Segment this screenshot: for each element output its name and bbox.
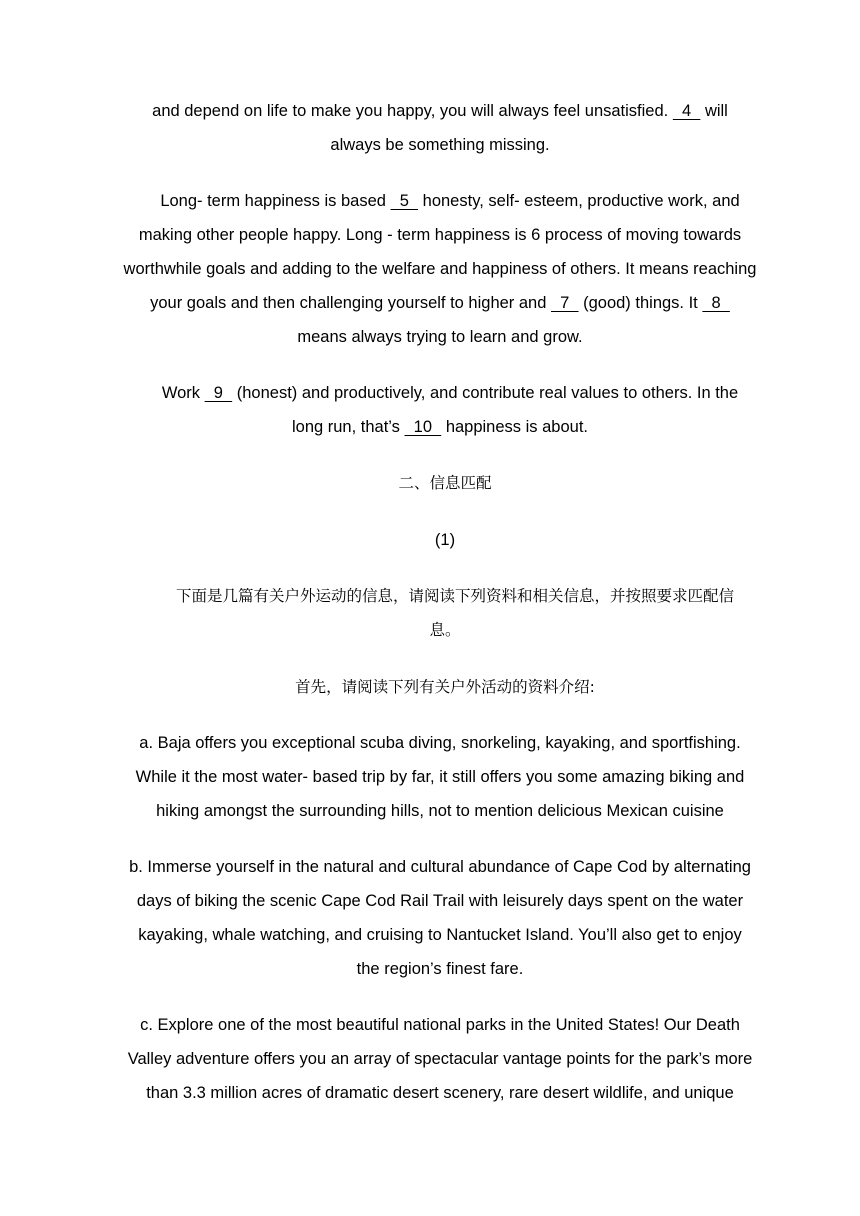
item-b-line: the region’s finest fare. — [356, 960, 524, 978]
instruction-text: 下面是几篇有关户外运动的信息，请阅读下列资料和相关信息，并按照要求匹配信 — [175, 587, 734, 605]
passage-line — [60, 225, 820, 245]
item-b-line: b. Immerse yourself in the natural and cultural abundance of Cape Cod by alternating — [129, 858, 751, 876]
item-c-line: c. Explore one of the most beautiful national parks in the United States! Our Death — [140, 1016, 740, 1034]
passage-text: and depend on life to make you happy, you will always feel unsatisfied. — [152, 102, 669, 120]
item-a-line: a. Baja offers you exceptional scuba diving, snorkeling, kayaking, and sportfishing. — [139, 734, 741, 752]
passage-text: honesty, self- esteem, productive work, and — [422, 192, 740, 210]
passage-line — [70, 383, 830, 403]
passage-text: always be something missing. — [330, 136, 550, 154]
answer-blank-5[interactable]: 5 — [390, 192, 419, 210]
section-number: (1) — [434, 531, 456, 549]
answer-blank-10[interactable]: 10 — [404, 418, 442, 436]
item-a-line: While it the most water- based trip by far, it still offers you some amazing biking and — [135, 768, 745, 786]
item-c-line: than 3.3 million acres of dramatic desert scenery, rare desert wildlife, and unique — [146, 1084, 734, 1102]
passage-line — [60, 259, 820, 279]
answer-blank-8[interactable]: 8 — [702, 294, 730, 312]
passage-text: worthwhile goals and adding to the welfare and happiness of others. It means reaching — [123, 260, 757, 278]
passage-text: Long- term happiness is based — [160, 192, 386, 210]
passage-line — [60, 135, 820, 155]
item-a-line: hiking amongst the surrounding hills, not to mention delicious Mexican cuisine — [156, 802, 724, 820]
passage-text: (good) things. It — [583, 294, 698, 312]
instruction-text: 息。 — [429, 621, 461, 639]
answer-blank-7[interactable]: 7 — [551, 294, 579, 312]
passage-text: happiness is about. — [445, 418, 588, 436]
passage-line — [60, 293, 820, 313]
passage-line — [60, 101, 820, 121]
passage-text: means always trying to learn and grow. — [297, 328, 583, 346]
passage-line — [60, 327, 820, 347]
section-heading: 二、信息匹配 — [398, 474, 492, 492]
passage-line — [70, 191, 830, 211]
instruction-lead: 首先，请阅读下列有关户外活动的资料介绍: — [295, 678, 595, 696]
passage-text: making other people happy. Long - term happiness is 6 process of moving towards — [138, 226, 742, 244]
passage-text: (honest) and productively, and contribute real values to others. In the — [236, 384, 739, 402]
item-b-line: days of biking the scenic Cape Cod Rail Trail with leisurely days spent on the water — [136, 892, 744, 910]
answer-blank-9[interactable]: 9 — [204, 384, 233, 402]
passage-text: will — [704, 102, 728, 120]
passage-text: your goals and then challenging yourself to higher and — [150, 294, 547, 312]
passage-text: long run, that’s — [291, 418, 400, 436]
passage-line — [60, 417, 820, 437]
passage-text: Work — [161, 384, 201, 402]
answer-blank-4[interactable]: 4 — [672, 102, 701, 120]
item-c-line: Valley adventure offers you an array of spectacular vantage points for the park’s more — [127, 1050, 753, 1068]
item-b-line: kayaking, whale watching, and cruising to Nantucket Island. You’ll also get to enjoy — [138, 926, 742, 944]
